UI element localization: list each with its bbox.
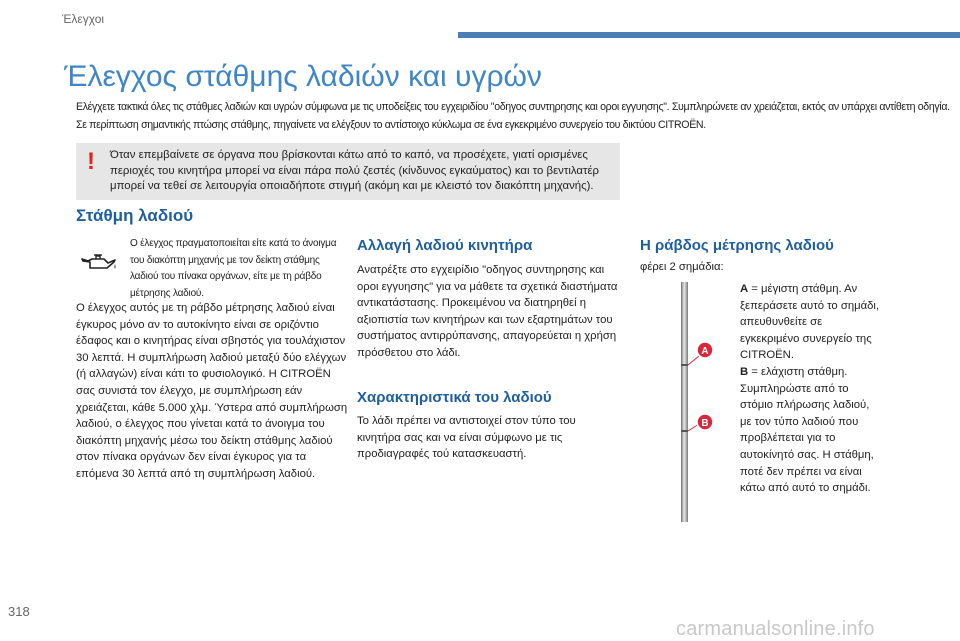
intro-line-2: Σε περίπτωση σημαντικής πτώσης στάθμης, πηγαίνετε να ελέγξουν το αντίστοιχο κύκλωμα σε ένα εγκεκριμένο συνεργείο του δικτύου CITROËN.: [76, 119, 706, 131]
marker-b-description: [740, 364, 880, 497]
dipstick-heading: Η ράβδος μέτρησης λαδιού: [640, 237, 834, 254]
marker-a-description: [740, 281, 880, 364]
marker-a-letter: A: [740, 283, 749, 295]
oil-spec-heading: Χαρακτηριστικά του λαδιού: [357, 389, 552, 406]
marker-a-text: = μέγιστη στάθμη. Αν ξεπεράσετε αυτό το σημάδι, απευθυνθείτε σε εγκεκριμένο συνεργείο της CITROËN.: [740, 283, 880, 362]
page-number: 318: [8, 604, 30, 619]
header-rule: [458, 32, 960, 38]
intro-line-1: Ελέγχετε τακτικά όλες τις στάθμες λαδιών και υγρών σύμφωνα με τις υποδείξεις του εγχειριδίου "οδηγος συντηρησης και οροι εγγυησης". Συμπληρώνετε αν χρειάζεται, εκτός αν υπάρχει αντίθετη οδηγία.: [76, 101, 950, 113]
marker-b-text: = ελάχιστη στάθμη. Συμπληρώστε από το στόμιο πλήρωσης λαδιού, με τον τύπο λαδιού που προβλέπεται για το αυτοκίνητό σας. Η στάθμη, ποτέ δεν πρέπει να είναι κάτω από αυτό το σημάδι.: [740, 365, 874, 495]
oil-change-body: Ανατρέξτε στο εγχειρίδιο "οδηγος συντηρησης και οροι εγγυησης" για να μάθετε τα σχετικά διαστήματα αντικατάστασης. Προκειμένου να διατηρηθεί η αξιοπιστία των κινητήρων και των εξαρτημάτων του συστήματος αντιρρύπανσης, απαγορεύεται η χρήση πρόσθετου στο λάδι.: [357, 264, 618, 359]
intro-text: [76, 98, 950, 134]
warning-icon: !: [87, 148, 95, 175]
dipstick-lead: φέρει 2 σημάδια:: [640, 261, 724, 273]
oil-can-icon: [80, 252, 118, 272]
warning-text: Όταν επεμβαίνετε σε όργανα που βρίσκονται κάτω από το καπό, να προσέχετε, γιατί ορισμένες περιοχές του κινητήρα μπορεί να είναι πάρα πολύ ζεστές (κίνδυνος εγκαύματος) και το βεντιλατέρ μπορεί να τεθεί σε λειτουργία οποιαδήποτε στιγμή (ακόμη και με κλειστό τον διακόπτη μηχανής).: [110, 149, 600, 192]
marker-a-label: A: [701, 346, 709, 357]
marker-a-badge: [697, 342, 713, 358]
dipstick-illustration: [670, 282, 718, 522]
marker-b-label: B: [701, 418, 709, 429]
marker-b-badge: [697, 414, 713, 430]
page-title: Έλεγχος στάθμης λαδιών και υγρών: [64, 60, 542, 93]
oil-level-body: Ο έλεγχος αυτός με τη ράβδο μέτρησης λαδιού είναι έγκυρος μόνο αν το αυτοκίνητο είναι σε οριζόντιο έδαφος και ο κινητήρας είναι σβηστός για τουλάχιστον 30 λεπτά. Η συμπλήρωση λαδιού μεταξύ δύο ελέγχων (ή αλλαγών) είναι κάτι το φυσιολογικό. Η CITROËN σας συνιστά τον έλεγχο, με συμπλήρωση εάν χρειάζεται, κάθε 5.000 χλμ. Ύστερα από συμπλήρωση λαδιού, ο έλεγχος που γίνεται κατά το άνοιγμα του διακόπτη μηχανής μέσω του δείκτη στάθμης λαδιού στον πίνακα οργάνων δεν είναι έγκυρος για τα επόμενα 30 λεπτά από τη συμπλήρωση λαδιού.: [76, 302, 348, 480]
oil-level-icon-caption: Ο έλεγχος πραγματοποιείται είτε κατά το άνοιγμα του διακόπτη μηχανής με τον δείκτη στάθμης λαδιού του πίνακα οργάνων, είτε με τη ράβδο μέτρησης λαδιού.: [130, 238, 337, 299]
watermark: carmanualsonline.info: [676, 618, 875, 640]
oil-level-heading: Στάθμη λαδιού: [76, 206, 194, 225]
section-label: Έλεγχοι: [62, 12, 105, 26]
oil-spec-body: Το λάδι πρέπει να αντιστοιχεί στον τύπο του κινητήρα σας και να είναι σύμφωνο με τις προδιαγραφές τού κατασκευαστή.: [357, 415, 576, 461]
oil-change-heading: Αλλαγή λαδιού κινητήρα: [357, 237, 533, 254]
marker-b-letter: B: [740, 365, 749, 378]
dipstick-description: [740, 281, 880, 497]
